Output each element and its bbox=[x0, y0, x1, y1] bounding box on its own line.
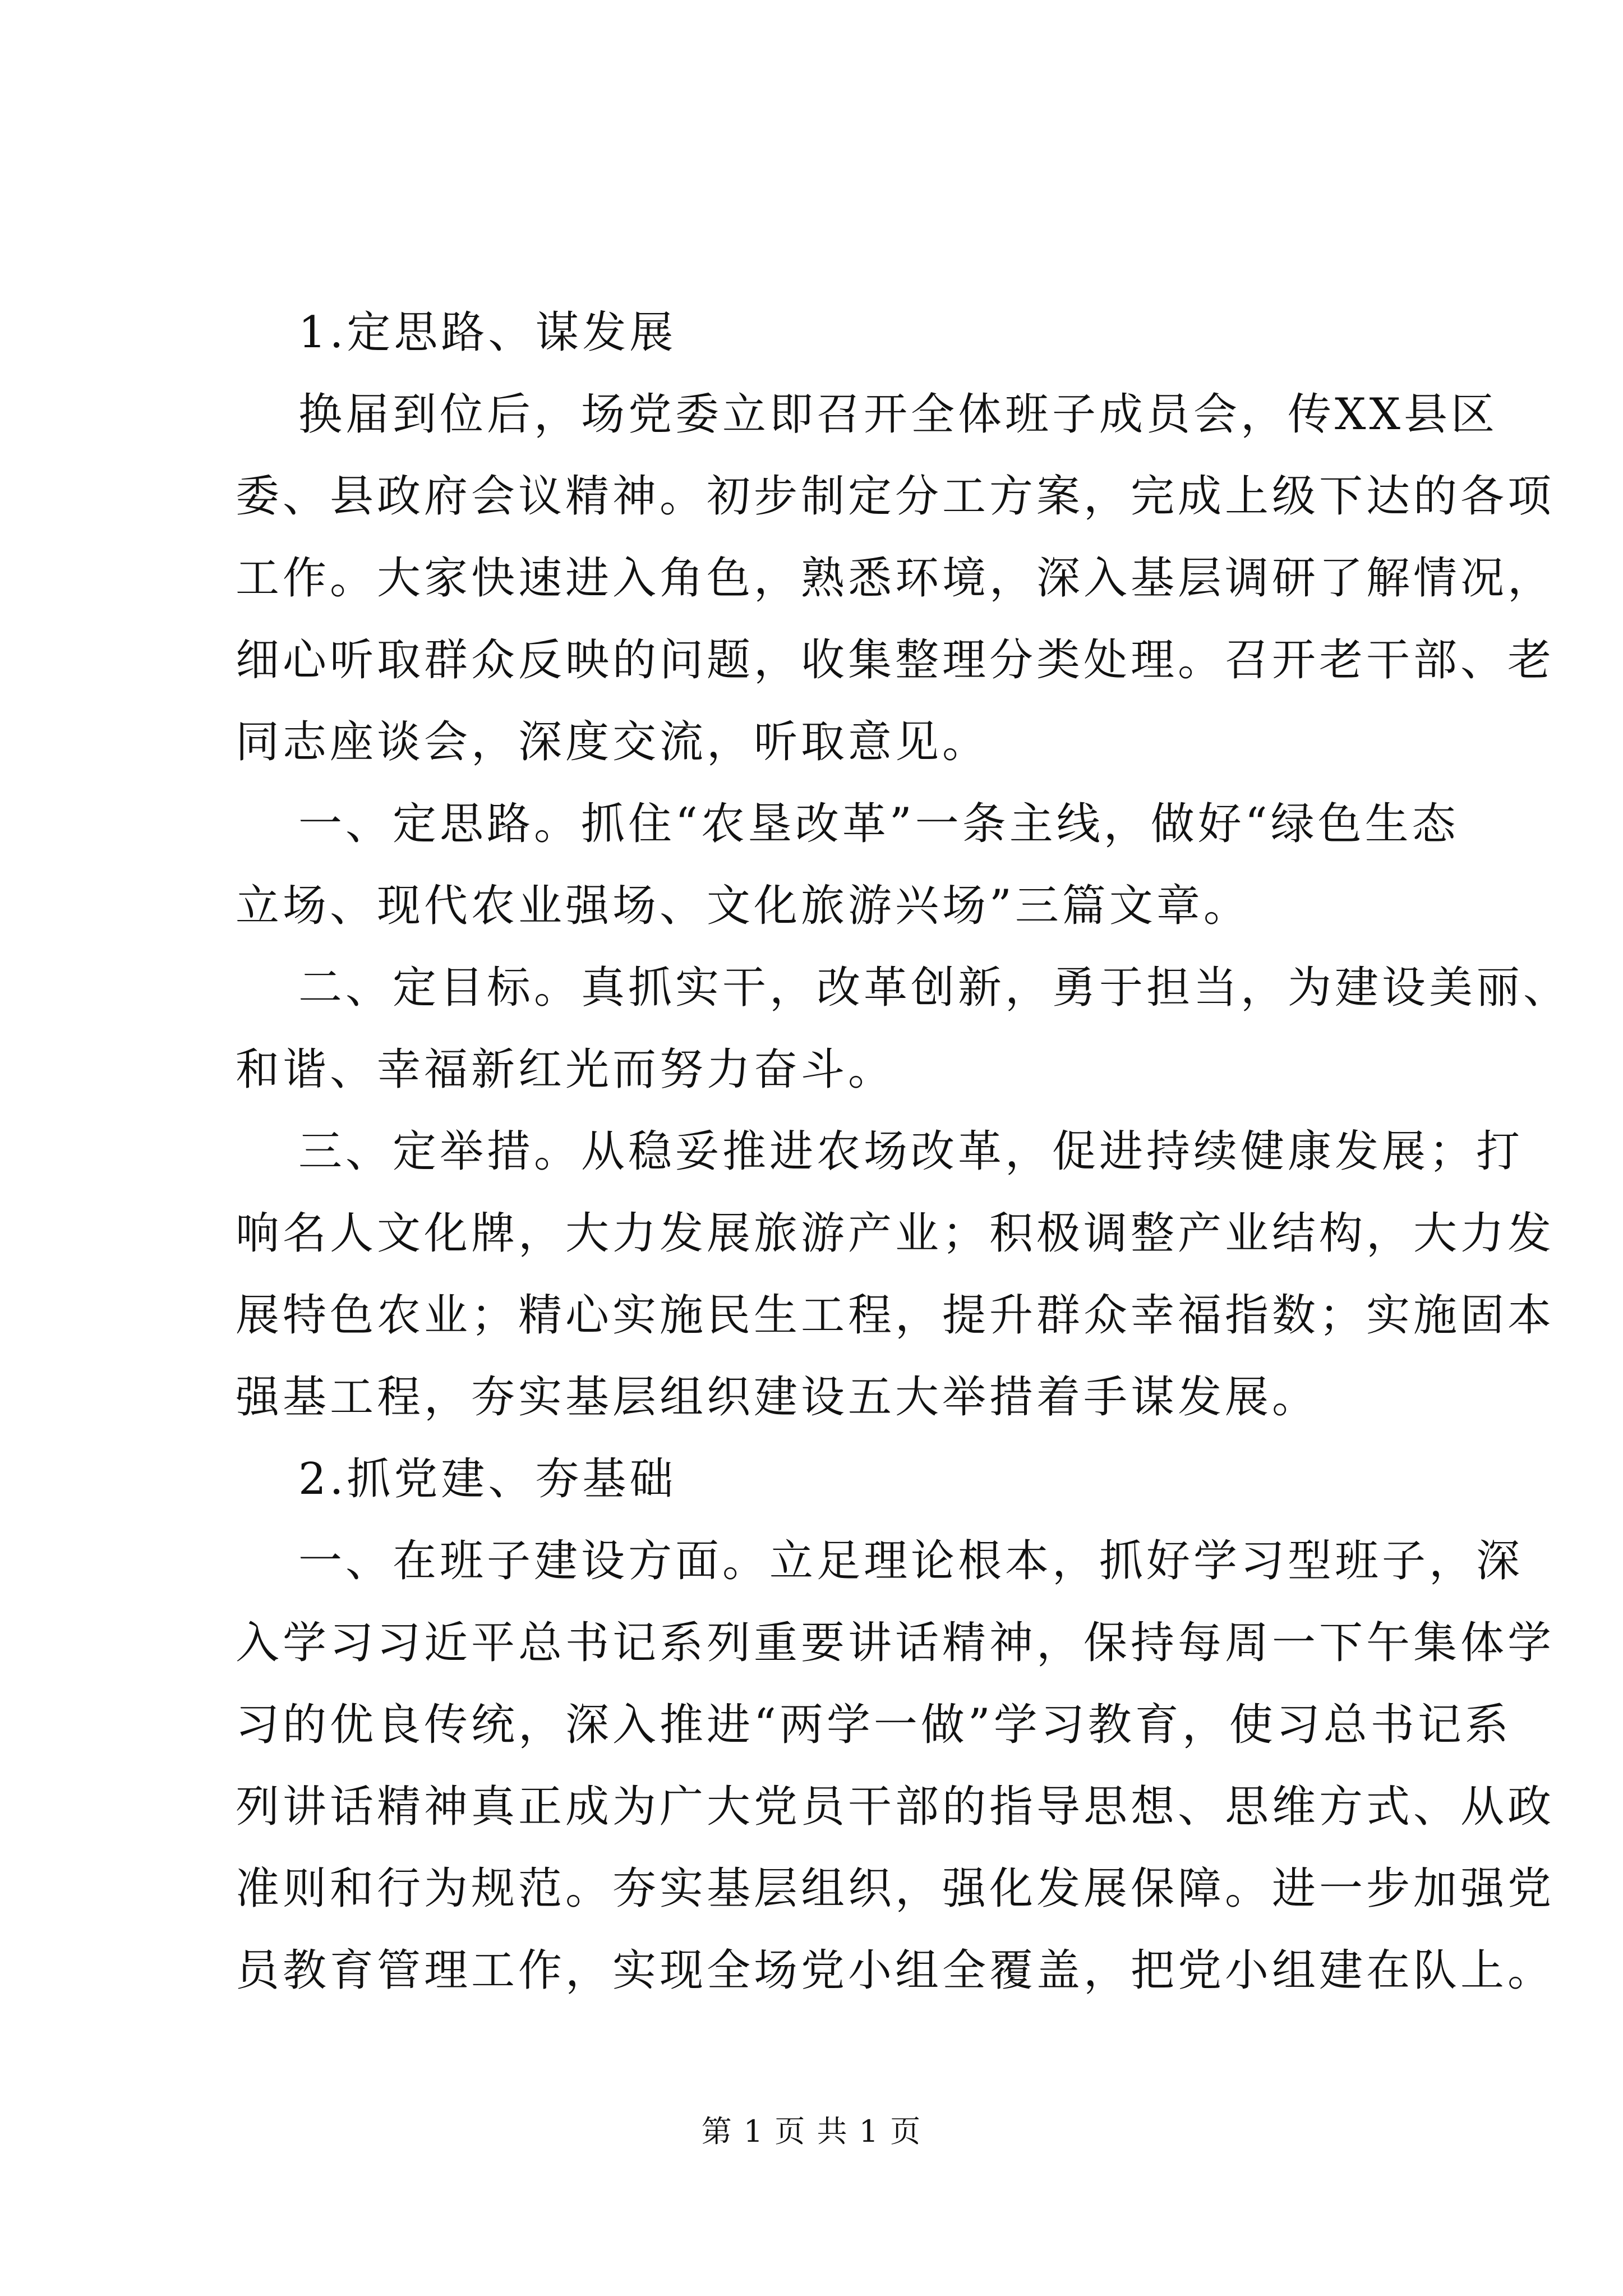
text-line: 展特色农业；精心实施民生工程，提升群众幸福指数；实施固本 bbox=[236, 1290, 1555, 1341]
text-line: 换届到位后，场党委立即召开全体班子成员会，传XX县区 bbox=[298, 389, 1498, 440]
text-line: 立场、现代农业强场、文化旅游兴场”三篇文章。 bbox=[236, 881, 1251, 931]
text-line: 一、定思路。抓住“农垦改革”一条主线，做好“绿色生态 bbox=[298, 799, 1459, 849]
page-footer: 第 1 页 共 1 页 bbox=[701, 2114, 922, 2149]
document-body bbox=[236, 292, 1571, 2012]
text-line: 和谐、幸福新红光而努力奋斗。 bbox=[236, 1045, 896, 1095]
text-line: 入学习习近平总书记系列重要讲话精神，保持每周一下午集体学 bbox=[236, 1618, 1555, 1668]
text-line: 一、在班子建设方面。立足理论根本，抓好学习型班子，深 bbox=[298, 1536, 1524, 1586]
text-line: 列讲话精神真正成为广大党员干部的指导思想、思维方式、从政 bbox=[236, 1782, 1555, 1832]
text-line: 三、定举措。从稳妥推进农场改革，促进持续健康发展；打 bbox=[298, 1126, 1524, 1177]
text-line: 习的优良传统，深入推进“两学一做”学习教育，使习总书记系 bbox=[236, 1700, 1512, 1750]
text-line: 2.抓党建、夯基础 bbox=[298, 1454, 677, 1504]
text-line: 员教育管理工作，实现全场党小组全覆盖，把党小组建在队上。 bbox=[236, 1945, 1555, 1996]
text-line: 二、定目标。真抓实干，改革创新，勇于担当，为建设美丽、 bbox=[298, 963, 1571, 1013]
text-line: 1.定思路、谋发展 bbox=[298, 307, 677, 358]
text-line: 强基工程，夯实基层组织建设五大举措着手谋发展。 bbox=[236, 1372, 1320, 1423]
text-line: 同志座谈会，深度交流，听取意见。 bbox=[236, 717, 990, 767]
text-line: 委、县政府会议精神。初步制定分工方案，完成上级下达的各项 bbox=[236, 471, 1555, 522]
text-line: 准则和行为规范。夯实基层组织，强化发展保障。进一步加强党 bbox=[236, 1864, 1555, 1914]
text-line: 响名人文化牌，大力发展旅游产业；积极调整产业结构，大力发 bbox=[236, 1208, 1555, 1259]
text-line: 细心听取群众反映的问题，收集整理分类处理。召开老干部、老 bbox=[236, 635, 1555, 685]
text-line: 工作。大家快速进入角色，熟悉环境，深入基层调研了解情况， bbox=[236, 553, 1555, 604]
